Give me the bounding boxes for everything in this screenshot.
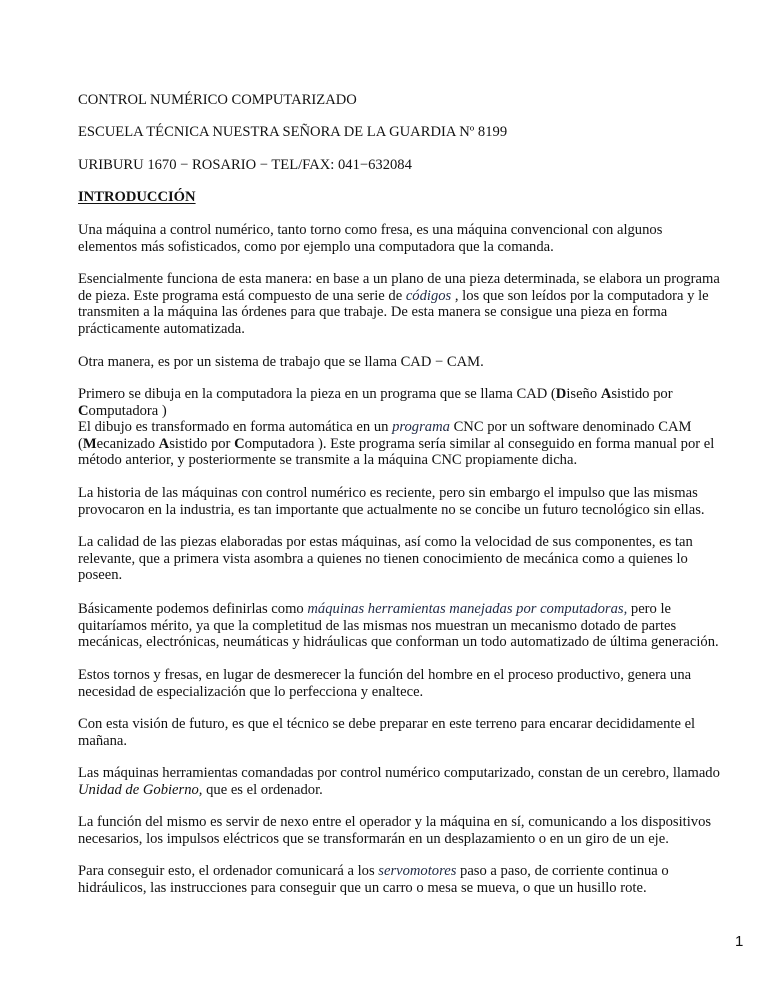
text-run: La calidad de las piezas elaboradas por estas máquinas, así como la velocidad de sus componentes, es tan xyxy=(78,534,693,550)
text-run: La historia de las máquinas con control numérico es reciente, pero sin embargo el impulso que las mismas xyxy=(78,485,698,501)
emphasis-run: servomotores xyxy=(378,863,457,879)
text-line xyxy=(78,502,705,519)
emphasis-run: M xyxy=(82,435,97,452)
text-line xyxy=(78,222,662,239)
emphasis-run: Unidad de Gobierno, xyxy=(78,781,203,798)
text-run: ( xyxy=(78,435,83,452)
text-line xyxy=(78,419,692,436)
text-run: que es el ordenador. xyxy=(202,781,323,798)
text-line xyxy=(78,567,122,584)
text-run: Las máquinas herramientas comandadas por control numérico computarizado, constan de un cerebro, llamado xyxy=(78,765,720,781)
text-run: método anterior, y posteriormente se transmite a la máquina CNC propiamente dicha. xyxy=(78,452,578,469)
emphasis-run: programa xyxy=(392,419,450,435)
emphasis-run: C xyxy=(78,402,89,419)
text-run: Una máquina a control numérico, tanto torno como fresa, es una máquina convencional con algunos xyxy=(78,222,663,238)
text-line xyxy=(78,684,423,701)
text-run: mañana. xyxy=(78,732,128,749)
text-line xyxy=(78,880,647,897)
text-line xyxy=(78,601,671,618)
emphasis-run: A xyxy=(600,386,612,402)
text-run: sistido por xyxy=(611,386,673,402)
text-line xyxy=(78,667,691,684)
text-run: iseño xyxy=(566,386,601,402)
text-run: Para conseguir esto, el ordenador comunicará a los xyxy=(78,863,379,879)
text-run: relevante, que a primera vista asombra a quienes no tienen conocimiento de mecánica como a quienes lo xyxy=(78,550,688,567)
text-line xyxy=(78,436,714,453)
text-run: hidráulicos, las instrucciones para conseguir que un carro o mesa se mueva, o que un husillo rote. xyxy=(78,879,647,896)
text-run: Otra manera, es por un sistema de trabajo que se llama CAD − CAM. xyxy=(78,354,484,370)
text-line xyxy=(78,321,245,338)
document-title: CONTROL NUMÉRICO COMPUTARIZADO xyxy=(78,92,357,108)
text-run: mecánicas, electrónicas, neumáticas y hidráulicas que conforman un todo automatizado de última generación. xyxy=(78,634,719,651)
text-line xyxy=(78,765,720,782)
text-line xyxy=(78,271,720,288)
text-line xyxy=(78,733,127,750)
text-run: poseen. xyxy=(78,567,123,584)
section-heading: INTRODUCCIÓN xyxy=(78,189,196,205)
text-run: de pieza. Este programa está compuesto de una serie de xyxy=(78,287,406,304)
text-line xyxy=(78,534,693,551)
text-run: elementos más sofisticados, como por ejemplo una computadora que la comanda. xyxy=(78,238,554,255)
text-run: provocaron en la industria, es tan importante que actualmente no se concibe un futuro tecnológico sin ellas. xyxy=(78,501,705,518)
text-run: necesidad de especialización que lo perfecciona y enaltece. xyxy=(78,683,424,700)
text-run: necesarios, los impulsos eléctricos que se transformarán en un desplazamiento o en un giro de un eje. xyxy=(78,830,669,847)
emphasis-run: C xyxy=(234,435,245,452)
text-run: pero le xyxy=(627,601,672,617)
text-line xyxy=(78,551,688,568)
text-line xyxy=(78,716,695,733)
text-run: transmiten a la máquina las órdenes para que trabaje. De esta manera se consigue una pieza en forma xyxy=(78,304,668,321)
emphasis-run: A xyxy=(158,435,170,452)
text-run: Esencialmente funciona de esta manera: en base a un plano de una pieza determinada, se elabora un programa xyxy=(78,271,720,287)
text-run: Primero se dibuja en la computadora la pieza en un programa que se llama CAD ( xyxy=(78,386,556,402)
text-run: sistido por xyxy=(169,435,235,452)
text-line xyxy=(78,304,667,321)
text-run: paso a paso, de corriente continua o xyxy=(456,863,669,879)
emphasis-run: D xyxy=(555,386,567,402)
text-line xyxy=(78,354,484,371)
text-line xyxy=(78,485,698,502)
text-run: omputadora ) xyxy=(88,402,167,419)
emphasis-run: máquinas herramientas manejadas por computadoras, xyxy=(307,601,628,617)
text-run: ecanizado xyxy=(96,435,159,452)
text-line xyxy=(78,782,323,799)
text-line xyxy=(78,814,711,831)
text-line xyxy=(78,403,167,420)
text-run: , los que son leídos por la computadora y le xyxy=(451,287,709,304)
text-run: CNC por un software denominado CAM xyxy=(449,419,692,435)
text-run: quitaríamos mérito, ya que la completitud de las mismas nos muestran un mecanismo dotado de partes xyxy=(78,617,677,634)
text-run: Básicamente podemos definirlas como xyxy=(78,601,308,617)
text-run: omputadora ). Este programa sería similar al conseguido en forma manual por el xyxy=(244,435,715,452)
text-line xyxy=(78,634,719,651)
text-run: El dibujo es transformado en forma automática en un xyxy=(78,419,393,435)
text-run: Estos tornos y fresas, en lugar de desmerecer la función del hombre en el proceso productivo, genera una xyxy=(78,667,692,683)
emphasis-run: códigos xyxy=(405,287,452,304)
school-name: ESCUELA TÉCNICA NUESTRA SEÑORA DE LA GUARDIA Nº 8199 xyxy=(78,124,508,140)
text-line xyxy=(78,386,673,403)
text-run: prácticamente automatizada. xyxy=(78,320,245,337)
text-line xyxy=(78,239,554,256)
text-line xyxy=(78,831,669,848)
text-line xyxy=(78,863,669,880)
text-run: La función del mismo es servir de nexo entre el operador y la máquina en sí, comunicando a los dispositivos xyxy=(78,814,712,830)
text-run: Con esta visión de futuro, es que el técnico se debe preparar en este terreno para encarar decididamente el xyxy=(78,716,696,732)
text-line xyxy=(78,288,709,305)
page-number: 1 xyxy=(735,933,744,950)
text-line xyxy=(78,452,577,469)
text-line xyxy=(78,618,676,635)
school-address: URIBURU 1670 − ROSARIO − TEL/FAX: 041−632084 xyxy=(78,157,412,173)
